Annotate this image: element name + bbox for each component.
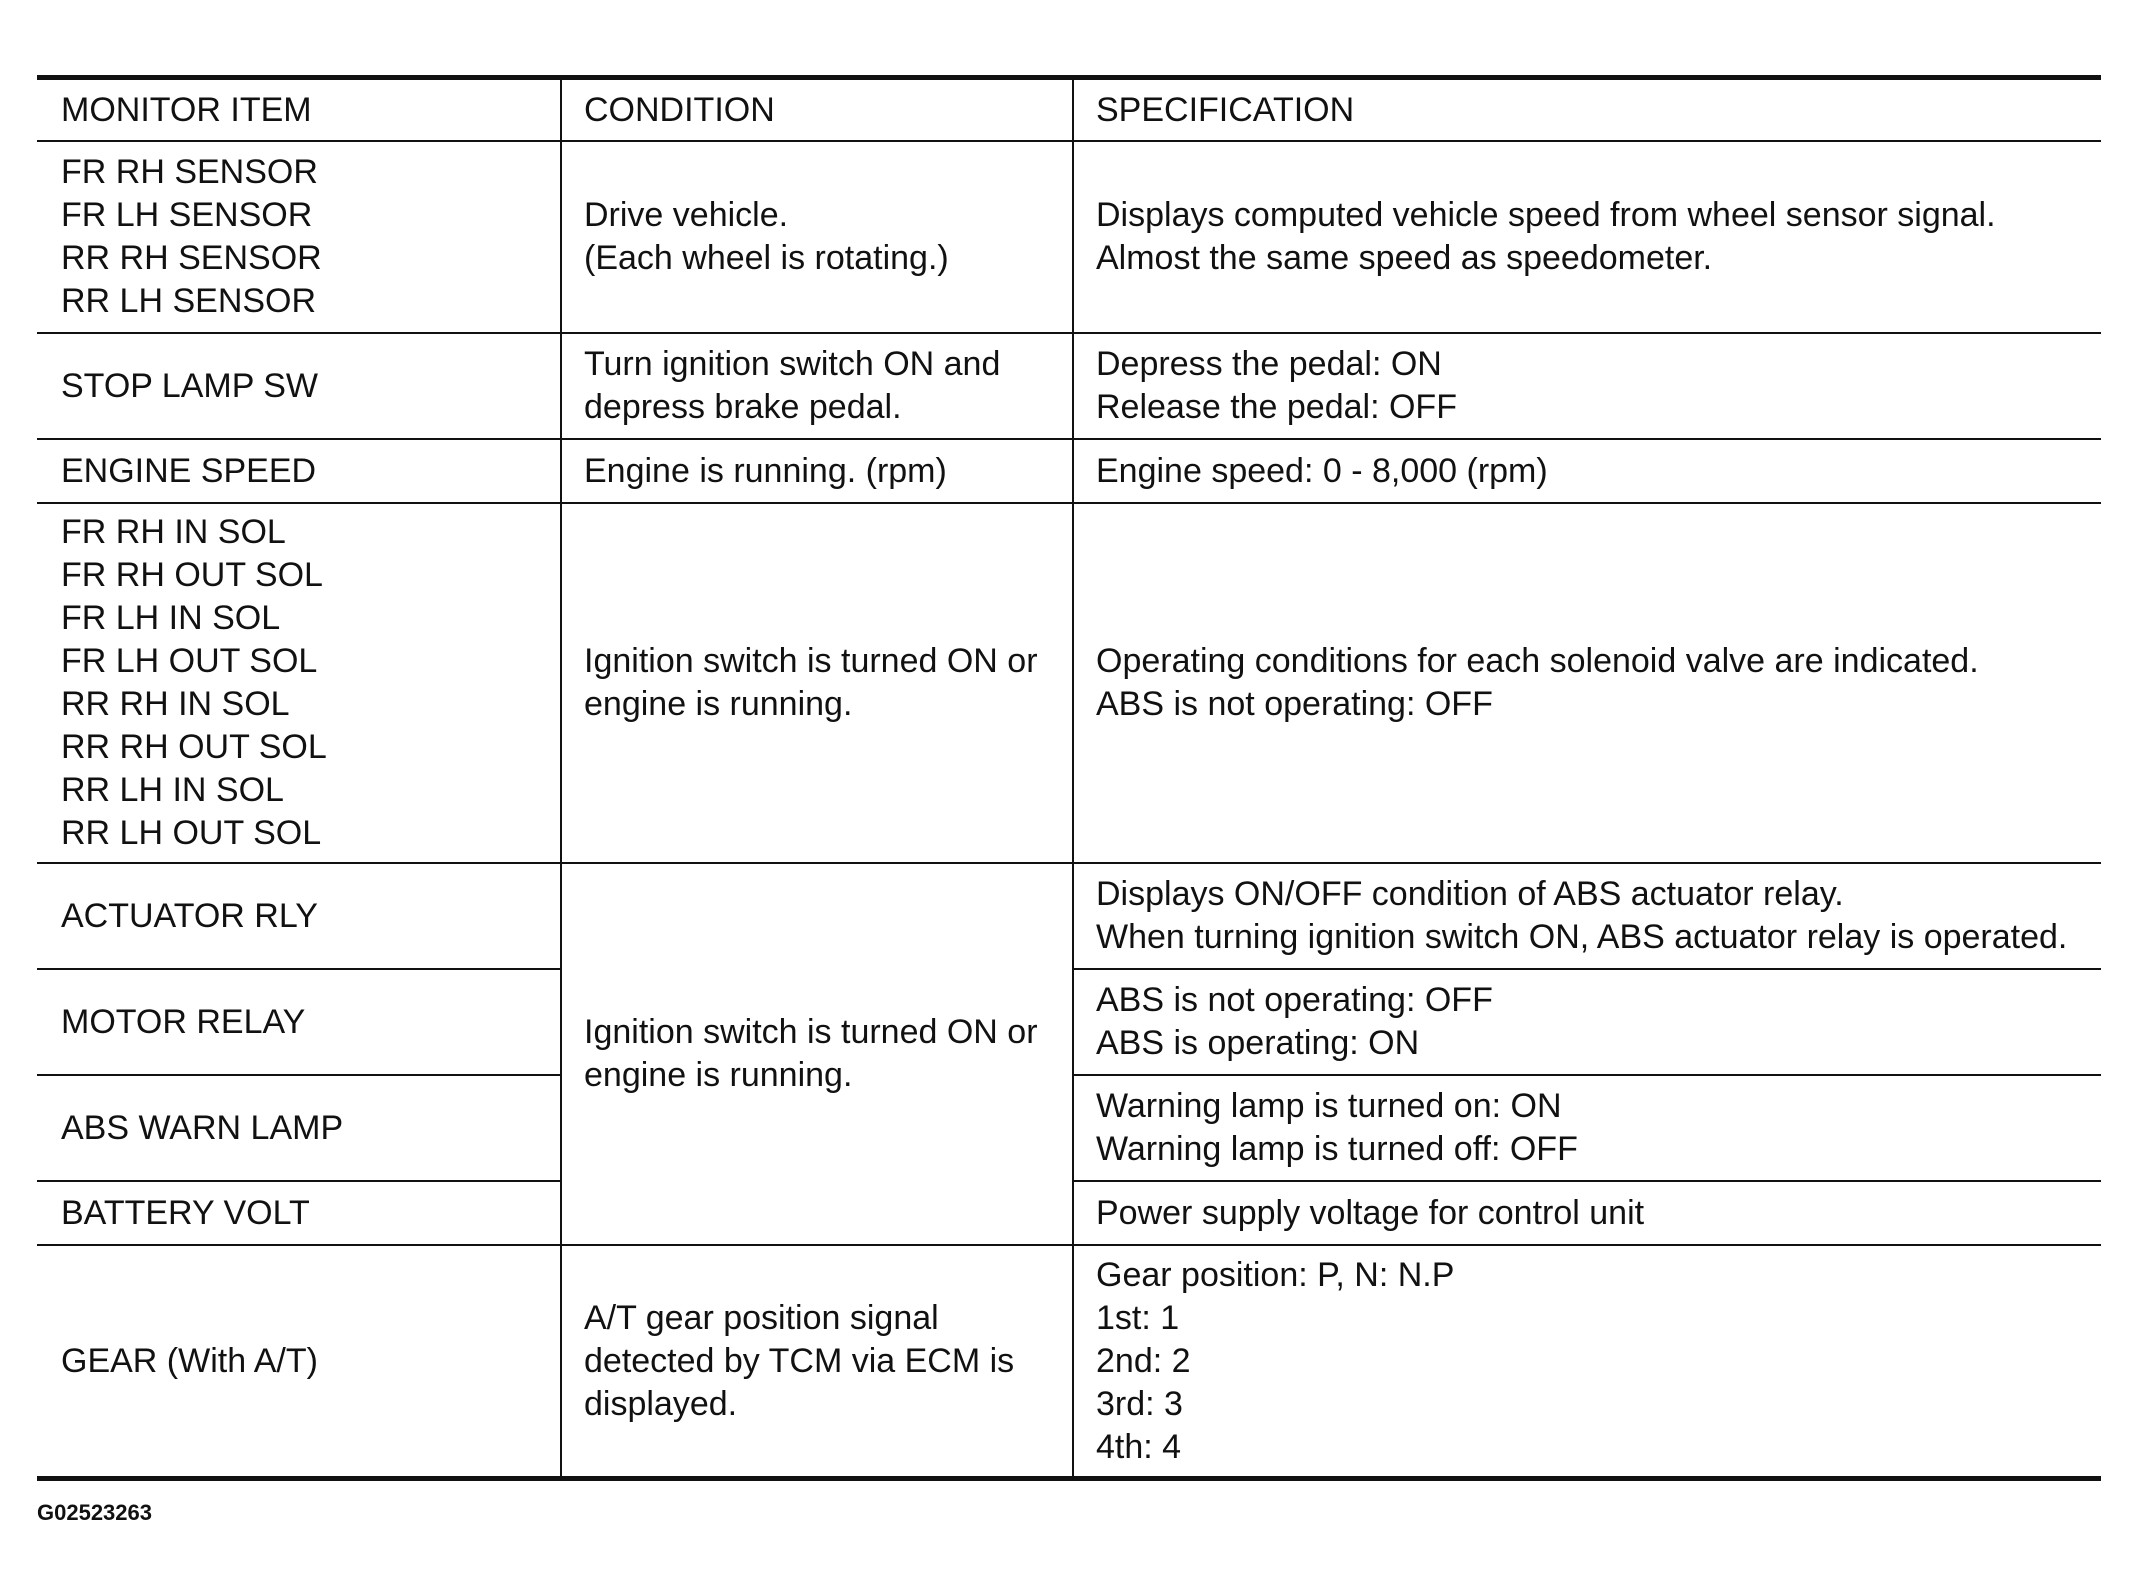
condition-cell <box>561 141 1073 333</box>
specification-cell <box>1073 863 2101 969</box>
header-monitor-item: MONITOR ITEM <box>37 78 561 142</box>
monitor-item: BATTERY VOLT <box>61 1193 310 1232</box>
monitor-item: RR RH IN SOL <box>61 685 290 723</box>
condition-text: (Each wheel is rotating.) <box>584 239 949 277</box>
monitor-item: ABS WARN LAMP <box>61 1108 344 1147</box>
condition-text: Ignition switch is turned ON or <box>584 642 1038 680</box>
monitor-item-cell <box>37 503 561 863</box>
condition-text: Ignition switch is turned ON or <box>584 1013 1038 1051</box>
specification-text: Displays computed vehicle speed from wheel sensor signal. <box>1096 196 1996 234</box>
table-row <box>37 503 2101 863</box>
condition-text: detected by TCM via ECM is <box>584 1341 1015 1380</box>
figure-code: G02523263 <box>37 1500 152 1525</box>
table-header-row <box>37 78 2101 142</box>
specification-cell <box>1073 1245 2101 1479</box>
specification-cell <box>1073 439 2101 503</box>
monitor-item-cell <box>37 439 561 503</box>
specification-text: Release the pedal: OFF <box>1096 388 1457 426</box>
monitor-item: STOP LAMP SW <box>61 366 318 405</box>
specification-cell <box>1073 1075 2101 1181</box>
condition-cell <box>561 1245 1073 1479</box>
monitor-item-cell <box>37 863 561 969</box>
monitor-item-cell <box>37 1245 561 1479</box>
specification-text: ABS is not operating: OFF <box>1096 685 1493 723</box>
specification-text: Operating conditions for each solenoid valve are indicated. <box>1096 642 1979 680</box>
specification-text: ABS is not operating: OFF <box>1096 981 1493 1019</box>
header-condition: CONDITION <box>561 78 1073 142</box>
condition-text: A/T gear position signal <box>584 1298 939 1337</box>
condition-cell <box>561 333 1073 439</box>
specification-text: Depress the pedal: ON <box>1096 345 1442 383</box>
specification-text: 3rd: 3 <box>1096 1384 1183 1423</box>
condition-text: Engine is running. (rpm) <box>584 451 947 490</box>
specification-text: Power supply voltage for control unit <box>1096 1193 1645 1232</box>
specification-cell <box>1073 969 2101 1075</box>
monitor-item: GEAR (With A/T) <box>61 1341 318 1380</box>
monitor-item: RR RH SENSOR <box>61 239 322 277</box>
monitor-item: RR LH IN SOL <box>61 771 284 809</box>
monitor-item-cell <box>37 141 561 333</box>
condition-text: engine is running. <box>584 685 853 723</box>
condition-text: depress brake pedal. <box>584 388 902 426</box>
monitor-item-cell <box>37 1181 561 1245</box>
specification-text: Engine speed: 0 - 8,000 (rpm) <box>1096 451 1548 490</box>
specification-text: ABS is operating: ON <box>1096 1024 1420 1062</box>
monitor-item: FR LH OUT SOL <box>61 642 318 680</box>
header-specification: SPECIFICATION <box>1073 78 2101 142</box>
monitor-item-cell <box>37 969 561 1075</box>
specification-text: Warning lamp is turned off: OFF <box>1096 1130 1578 1168</box>
monitor-item: MOTOR RELAY <box>61 1002 306 1041</box>
table-row <box>37 863 2101 969</box>
monitor-item: FR LH IN SOL <box>61 599 281 637</box>
monitor-item: FR RH OUT SOL <box>61 556 323 594</box>
monitor-item: RR RH OUT SOL <box>61 728 327 766</box>
specification-text: 4th: 4 <box>1096 1427 1182 1466</box>
specification-text: Almost the same speed as speedometer. <box>1096 239 1713 277</box>
table-row <box>37 333 2101 439</box>
condition-text: engine is running. <box>584 1056 853 1094</box>
monitor-item: ACTUATOR RLY <box>61 896 318 935</box>
specification-text: Displays ON/OFF condition of ABS actuator relay. <box>1096 875 1844 913</box>
table-row <box>37 439 2101 503</box>
monitor-item: FR LH SENSOR <box>61 196 313 234</box>
table-row <box>37 1245 2101 1479</box>
specification-cell <box>1073 141 2101 333</box>
monitor-item-table <box>37 75 2101 1481</box>
specification-text: Warning lamp is turned on: ON <box>1096 1087 1562 1125</box>
condition-text: displayed. <box>584 1384 738 1423</box>
condition-cell <box>561 439 1073 503</box>
condition-cell <box>561 503 1073 863</box>
condition-text: Drive vehicle. <box>584 196 789 234</box>
monitor-item-cell <box>37 1075 561 1181</box>
specification-text: 2nd: 2 <box>1096 1341 1191 1380</box>
condition-cell <box>561 863 1073 1245</box>
table-row <box>37 141 2101 333</box>
monitor-item: FR RH IN SOL <box>61 513 286 551</box>
monitor-item: ENGINE SPEED <box>61 451 317 490</box>
specification-cell <box>1073 333 2101 439</box>
specification-cell <box>1073 1181 2101 1245</box>
specification-text: When turning ignition switch ON, ABS actuator relay is operated. <box>1096 918 2068 956</box>
specification-cell <box>1073 503 2101 863</box>
specification-text: 1st: 1 <box>1096 1298 1180 1337</box>
specification-text: Gear position: P, N: N.P <box>1096 1255 1455 1294</box>
monitor-item: RR LH OUT SOL <box>61 814 322 852</box>
condition-text: Turn ignition switch ON and <box>584 345 1001 383</box>
monitor-item: FR RH SENSOR <box>61 153 318 191</box>
monitor-item-cell <box>37 333 561 439</box>
monitor-item: RR LH SENSOR <box>61 282 317 320</box>
